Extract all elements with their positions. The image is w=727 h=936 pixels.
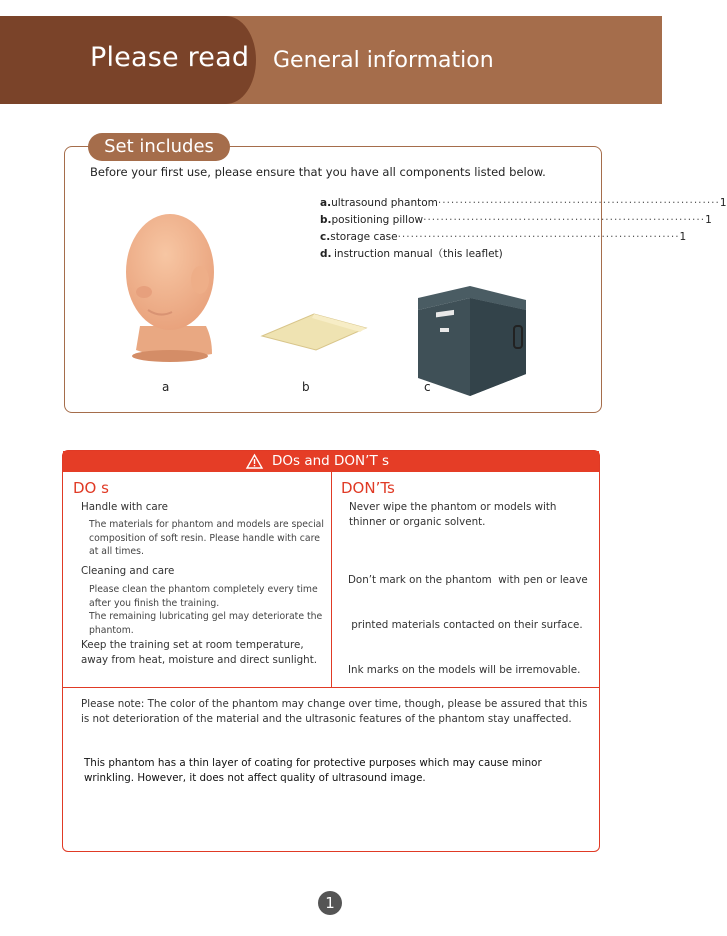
donts-heading: DON’Ts (341, 479, 395, 497)
list-item: b. positioning pillow ································································· 1 (320, 214, 712, 226)
handle-title: Handle with care (81, 501, 169, 513)
mark-text: Don’t mark on the phantom with pen or leave printed materials contacted on their surface. Ink marks on the models will be irremovable. (348, 574, 588, 676)
dos-heading: DO s (73, 479, 109, 497)
dos-donts-title: DOs and DON’T s (272, 453, 390, 469)
clean-title: Cleaning and care (81, 565, 175, 577)
header-subtitle: General information (273, 48, 494, 73)
set-includes-title: Set includes (88, 133, 230, 161)
caption-b: b (302, 380, 310, 394)
coating-note: This phantom has a thin layer of coating for protective purposes which may cause minor wrinkling. However, it does not affect quality of ultrasound image. (84, 757, 542, 784)
phantom-head-image (120, 208, 216, 364)
caption-a: a (162, 380, 170, 394)
handle-text: The materials for phantom and models are special composition of soft resin. Please handle with care at all times. (89, 519, 324, 557)
clean-text: Please clean the phantom completely every time after you finish the training. The remaining lubricating gel may deteriorate the phantom. (89, 584, 323, 636)
keep-text: Keep the training set at room temperature, away from heat, moisture and direct sunlight. (81, 639, 317, 666)
header-tab-title: Please read (90, 42, 250, 73)
wipe-text: Never wipe the phantom or models with thinner or organic solvent. (349, 501, 557, 528)
list-item: d. instruction manual（this leaflet) (320, 248, 503, 260)
warning-triangle-icon (246, 454, 263, 469)
color-note: Please note: The color of the phantom may change over time, though, please be assured that this is not deterioration of the material and the ultrasonic features of the phantom stay unaffected. (81, 698, 588, 725)
set-includes-intro: Before your first use, please ensure that you have all components listed below. (90, 165, 546, 179)
positioning-pillow-image (258, 310, 370, 352)
list-item: a. ultrasound phantom ································································· 1 (320, 197, 727, 209)
component-list (320, 195, 727, 263)
dos-donts-box (62, 450, 600, 852)
list-item: c. storage case ································································· 1 (320, 231, 687, 243)
caption-c: c (424, 380, 431, 394)
page-number: 1 (318, 891, 342, 915)
column-divider (331, 472, 332, 687)
